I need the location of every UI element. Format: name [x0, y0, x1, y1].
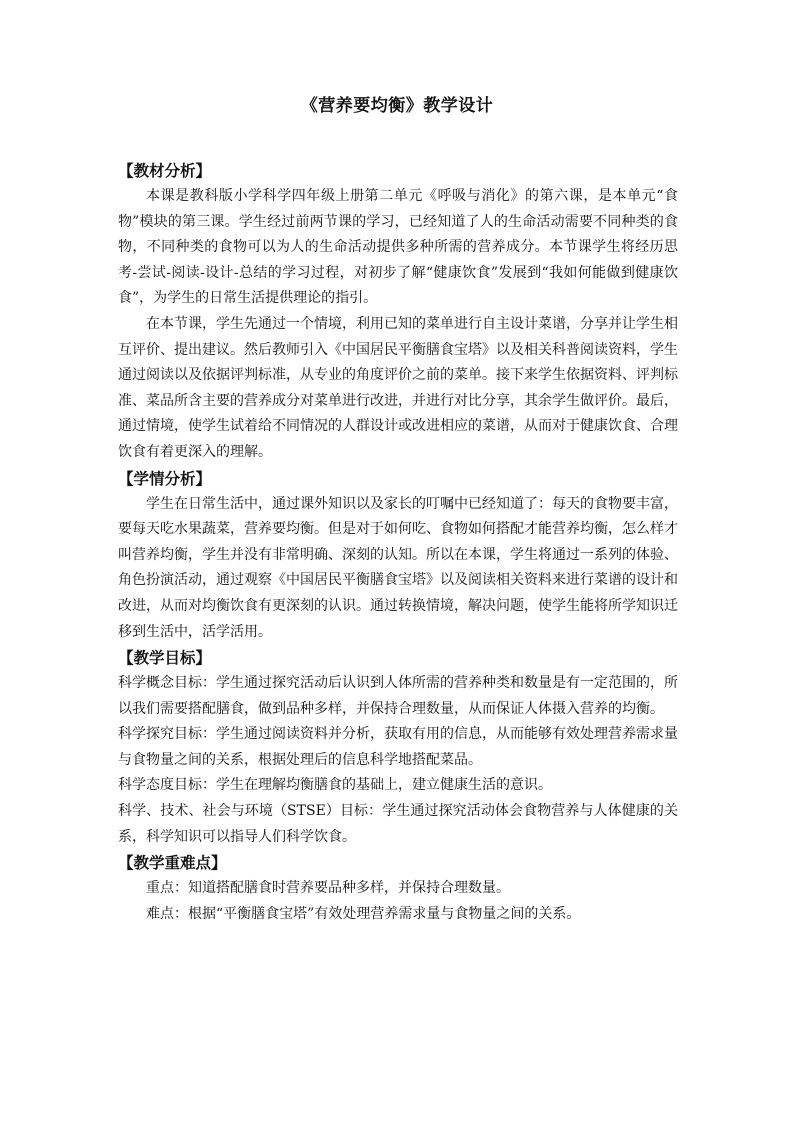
paragraph-students-1: 学生在日常生活中，通过课外知识以及家长的叮嘱中已经知道了：每天的食物要丰富，要每天吃水果蔬菜，营养要均衡。但是对于如何吃、食物如何搭配才能营养均衡，怎么样才叫营养均衡，学生并没有非常明确、深刻的认知。所以在本课，学生将通过一系列的体验、角色扮演活动，通过观察《中国居民平衡膳食宝塔》以及阅读相关资料来进行菜谱的设计和改进，从而对均衡饮食有更深刻的认识。通过转换情境，解决问题，使学生能将所学知识迁移到生活中，活学活用。 — [118, 495, 678, 640]
document-title: 《营养要均衡》教学设计 — [300, 96, 494, 116]
objective-stse: 科学、技术、社会与环境（STSE）目标：学生通过探究活动体会食物营养与人体健康的关系，科学知识可以指导人们科学饮食。 — [118, 803, 678, 845]
difficult-point: 难点：根据“平衡膳食宝塔”有效处理营养需求量与食物量之间的关系。 — [146, 905, 581, 922]
section-heading-student-analysis: 【学情分析】 — [118, 468, 212, 488]
objective-science-attitude: 科学态度目标：学生在理解均衡膳食的基础上，建立健康生活的意识。 — [118, 777, 552, 794]
paragraph-textbook-1: 本课是教科版小学科学四年级上册第二单元《呼吸与消化》的第六课，是本单元“食物”模块的第三课。学生经过前两节课的学习，已经知道了人的生命活动需要不同种类的食物，不同种类的食物可以为人的生命活动提供多种所需的营养成分。本节课学生将经历思考-尝试-阅读-设计-总结的学习过程，对初步了解“健康饮食”发展到“我如何能做到健康饮食”，为学生的日常生活提供理论的指引。 — [118, 188, 678, 307]
objective-science-concept: 科学概念目标：学生通过探究活动后认识到人体所需的营养种类和数量是有一定范围的，所以我们需要搭配膳食，做到品种多样，并保持合理数量，从而保证人体摄入营养的均衡。 — [118, 675, 678, 717]
paragraph-textbook-2: 在本节课，学生先通过一个情境，利用已知的菜单进行自主设计菜谱，分享并让学生相互评价、提出建议。然后教师引入《中国居民平衡膳食宝塔》以及相关科普阅读资料，学生通过阅读以及依据评判标准，从专业的角度评价之前的菜单。接下来学生依据资料、评判标准、菜品所含主要的营养成分对菜单进行改进，并进行对比分享，其余学生做评价。最后，通过情境，使学生试着给不同情况的人群设计或改进相应的菜谱，从而对于健康饮食、合理饮食有着更深入的理解。 — [118, 315, 678, 460]
key-point: 重点：知道搭配膳食时营养要品种多样，并保持合理数量。 — [146, 880, 510, 897]
section-heading-key-difficult-points: 【教学重难点】 — [118, 853, 227, 873]
document-body — [118, 158, 678, 927]
section-heading-textbook-analysis: 【教材分析】 — [118, 161, 212, 180]
objective-science-inquiry: 科学探究目标：学生通过阅读资料并分析，获取有用的信息，从而能够有效处理营养需求量与食物量之间的关系，根据处理后的信息科学地搭配菜品。 — [118, 726, 678, 768]
section-heading-teaching-objectives: 【教学目标】 — [118, 648, 212, 668]
